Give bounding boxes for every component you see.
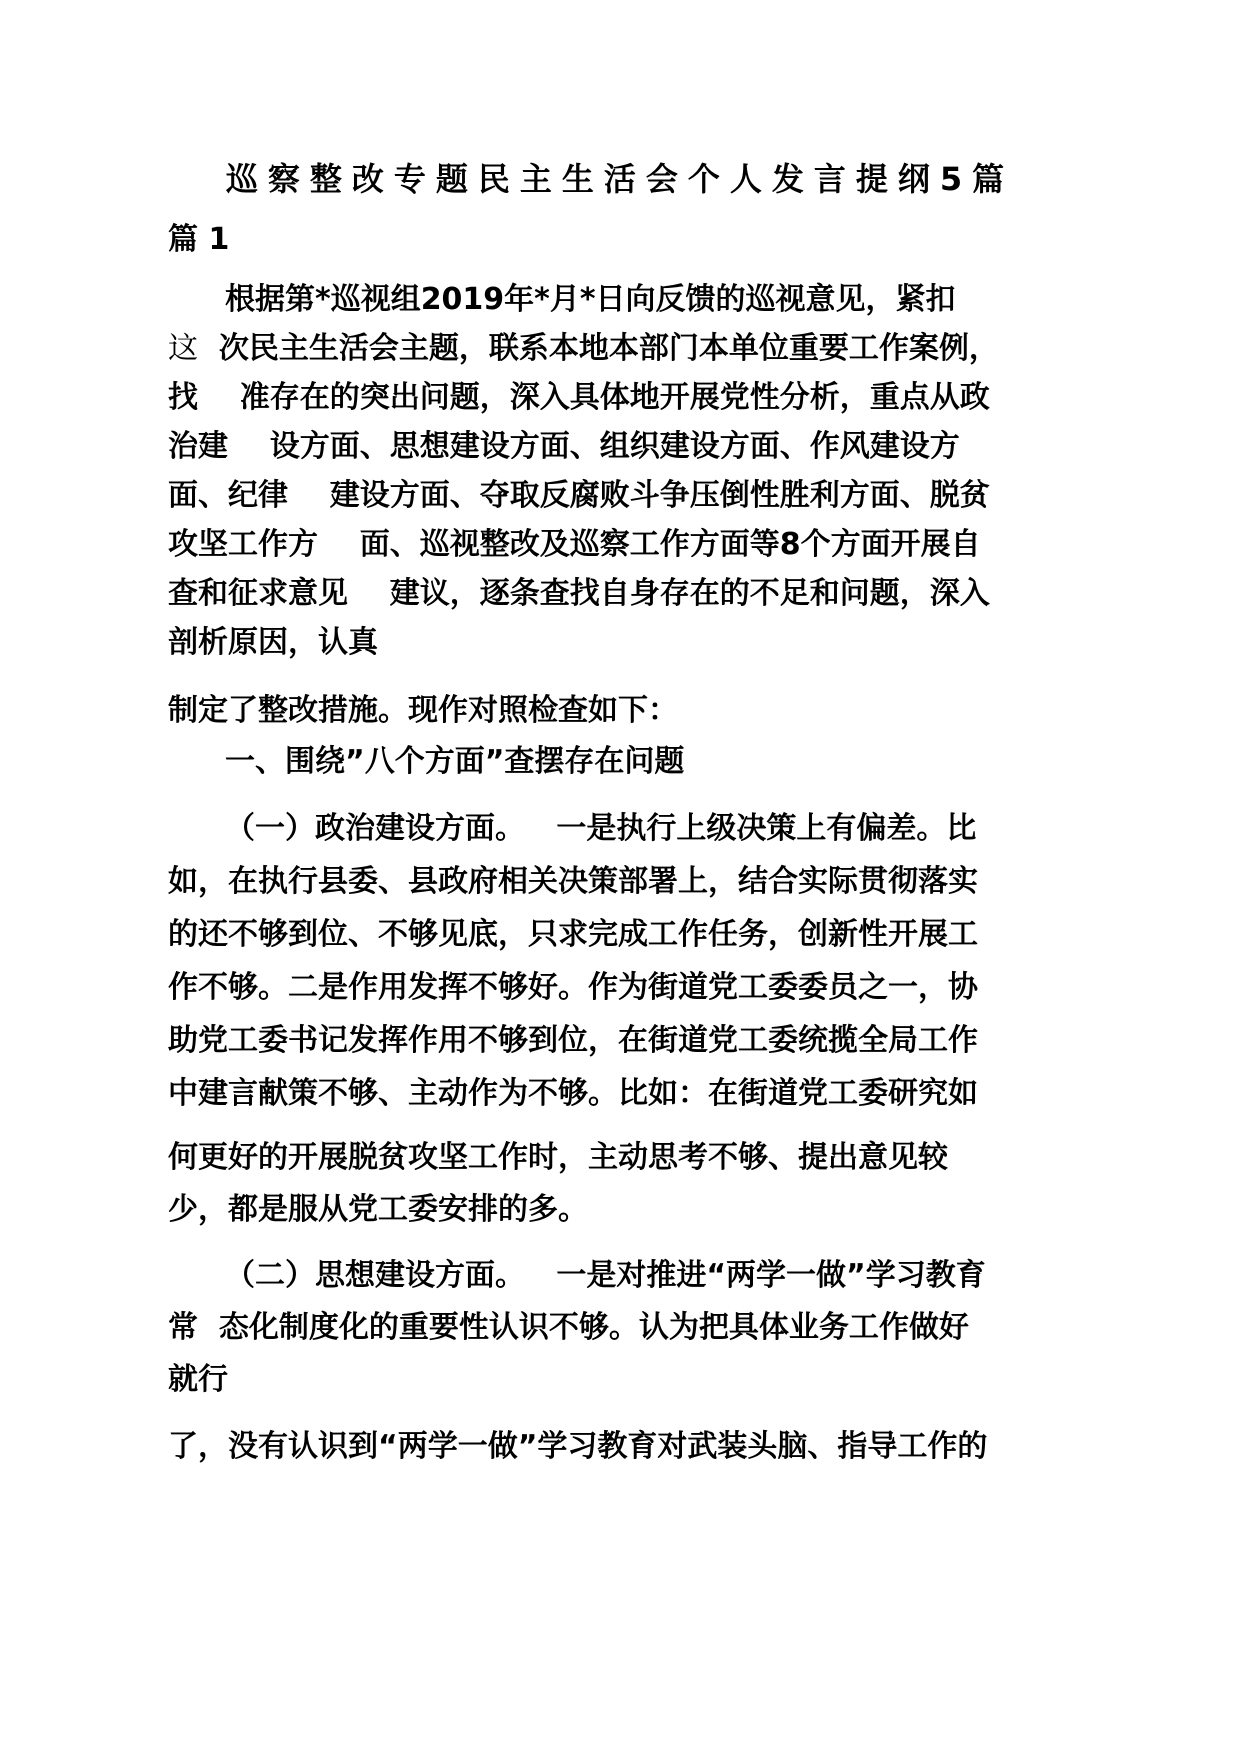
paragraph-line: 找 准存在的突出问题，深入具体地开展党性分析，重点从政	[168, 380, 990, 415]
paragraph-line: 的还不够到位、不够见底，只求完成工作任务，创新性开展工	[168, 917, 978, 952]
section-label: 篇 1	[168, 222, 230, 257]
paragraph-line: 制定了整改措施。现作对照检查如下：	[168, 693, 678, 728]
paragraph-line: 就行	[168, 1362, 228, 1397]
subsection-heading-line: （一）政治建设方面。 一是执行上级决策上有偏差。比	[225, 811, 977, 846]
paragraph-line: 少，都是服从党工委安排的多。	[168, 1192, 588, 1227]
paragraph-line: 剖析原因，认真	[168, 625, 378, 660]
paragraph-line: 何更好的开展脱贫攻坚工作时，主动思考不够、提出意见较	[168, 1140, 948, 1175]
paragraph-line: 作不够。二是作用发挥不够好。作为街道党工委委员之一，协	[168, 970, 978, 1005]
section-heading: 一、围绕”八个方面”查摆存在问题	[225, 744, 685, 779]
paragraph-line: 根据第*巡视组2019年*月*日向反馈的巡视意见，紧扣	[225, 282, 956, 317]
paragraph-line-rest: 次民主生活会主题，联系本地本部门本单位重要工作案例，	[198, 331, 999, 366]
paragraph-line: 查和征求意见 建议，逐条查找自身存在的不足和问题，深入	[168, 576, 990, 611]
paragraph-line: 如，在执行县委、县政府相关决策部署上，结合实际贯彻落实	[168, 864, 978, 899]
paragraph-line: 面、纪律 建设方面、夺取反腐败斗争压倒性胜利方面、脱贫	[168, 478, 990, 513]
paragraph-line	[168, 327, 999, 371]
subsection-heading-line: （二）思想建设方面。 一是对推进“两学一做”学习教育	[225, 1258, 986, 1293]
paragraph-line: 常 态化制度化的重要性认识不够。认为把具体业务工作做好	[168, 1310, 969, 1345]
paragraph-line: 助党工委书记发挥作用不够到位，在街道党工委统揽全局工作	[168, 1023, 978, 1058]
paragraph-line-start: 这	[168, 331, 198, 366]
paragraph-line: 攻坚工作方 面、巡视整改及巡察工作方面等8个方面开展自	[168, 527, 981, 562]
paragraph-line: 了，没有认识到“两学一做”学习教育对武装头脑、指导工作的	[168, 1429, 988, 1464]
paragraph-line: 治建 设方面、思想建设方面、组织建设方面、作风建设方	[168, 429, 960, 464]
document-title: 巡察整改专题民主生活会个人发言提纲5篇	[225, 160, 1015, 198]
paragraph-line: 中建言献策不够、主动作为不够。比如：在街道党工委研究如	[168, 1076, 978, 1111]
